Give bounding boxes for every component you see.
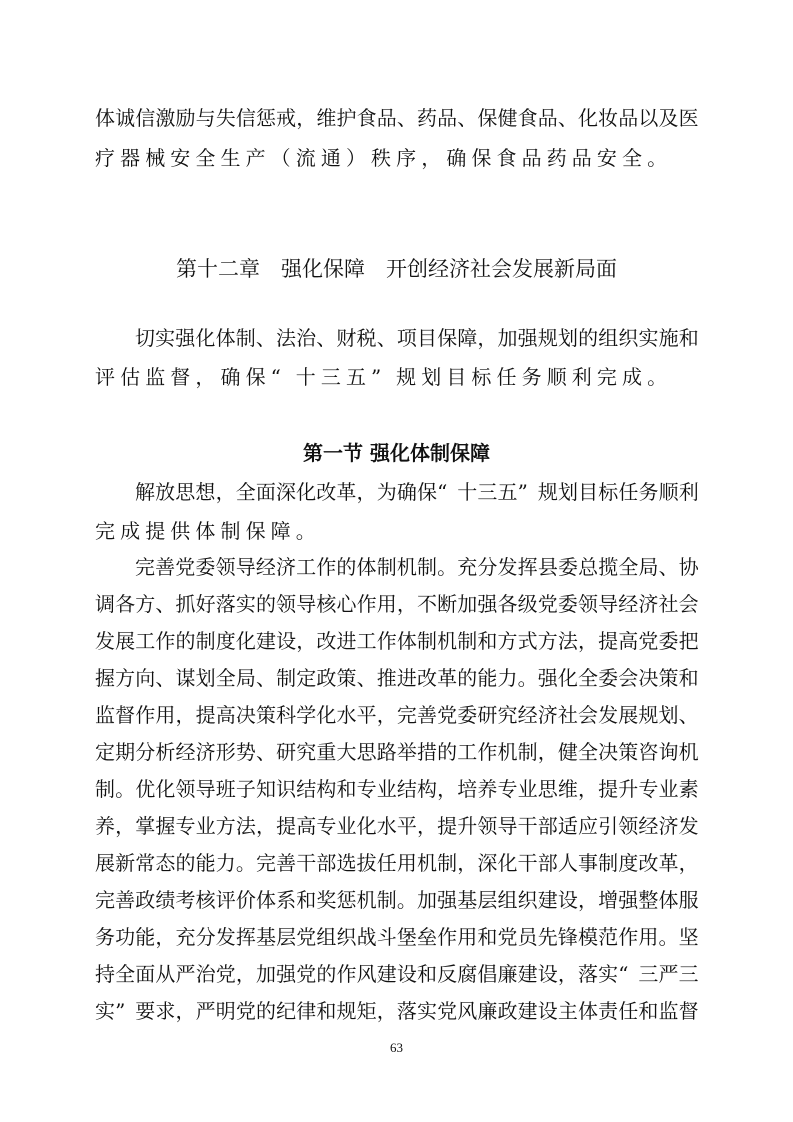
paragraph-3-line: 完 成 提 供 体 制 保 障 。 [95, 519, 316, 543]
paragraph-4-line: 发展工作的制度化建设，改进工作体制机制和方式方法，提高党委把 [95, 629, 699, 653]
chapter-title: 第十二章 强化保障 开创经济社会发展新局面 [176, 257, 617, 281]
paragraph-4-line: 完善党委领导经济工作的体制机制。充分发挥县委总揽全局、协 [135, 555, 699, 579]
paragraph-2-line: 切实强化体制、法治、财税、项目保障，加强规划的组织实施和 [135, 326, 699, 350]
section-title: 第一节 强化体制保障 [303, 441, 490, 465]
paragraph-4-line: 展新常态的能力。完善干部选拔任用机制，深化干部人事制度改革， [95, 851, 699, 875]
paragraph-4-line: 监督作用，提高决策科学化水平，完善党委研究经济社会发展规划、 [95, 703, 699, 727]
paragraph-4-line: 实” 要求，严明党的纪律和规矩，落实党风廉政建设主体责任和监督 [95, 999, 699, 1023]
paragraph-1-line: 疗 器 械 安 全 生 产 （ 流 通 ） 秩 序 ， 确 保 食 品 药 品 安 全 。 [95, 146, 668, 170]
paragraph-3-line: 解放思想，全面深化改革，为确保“ 十三五” 规划目标任务顺利 [135, 480, 699, 504]
paragraph-4-line: 养，掌握专业方法，提高专业化水平，提升领导干部适应引领经济发 [95, 814, 699, 838]
paragraph-2-line: 评 估 监 督 ， 确 保 “ 十 三 五 ” 规 划 目 标 任 务 顺 利 完 成 。 [95, 365, 668, 389]
paragraph-1-line: 体诚信激励与失信惩戒，维护食品、药品、保健食品、化妆品以及医 [95, 106, 699, 130]
paragraph-4-line: 完善政绩考核评价体系和奖惩机制。加强基层组织建设，增强整体服 [95, 888, 699, 912]
paragraph-4-line: 制。优化领导班子知识结构和专业结构，培养专业思维，提升专业素 [95, 777, 699, 801]
paragraph-4-line: 调各方、抓好落实的领导核心作用，不断加强各级党委领导经济社会 [95, 592, 699, 616]
paragraph-4-line: 持全面从严治党，加强党的作风建设和反腐倡廉建设，落实“ 三严三 [95, 962, 699, 986]
paragraph-4-line: 务功能，充分发挥基层党组织战斗堡垒作用和党员先锋模范作用。坚 [95, 925, 699, 949]
paragraph-4-line: 握方向、谋划全局、制定政策、推进改革的能力。强化全委会决策和 [95, 666, 699, 690]
page-number: 63 [390, 1040, 403, 1055]
paragraph-4-line: 定期分析经济形势、研究重大思路举措的工作机制，健全决策咨询机 [95, 740, 699, 764]
